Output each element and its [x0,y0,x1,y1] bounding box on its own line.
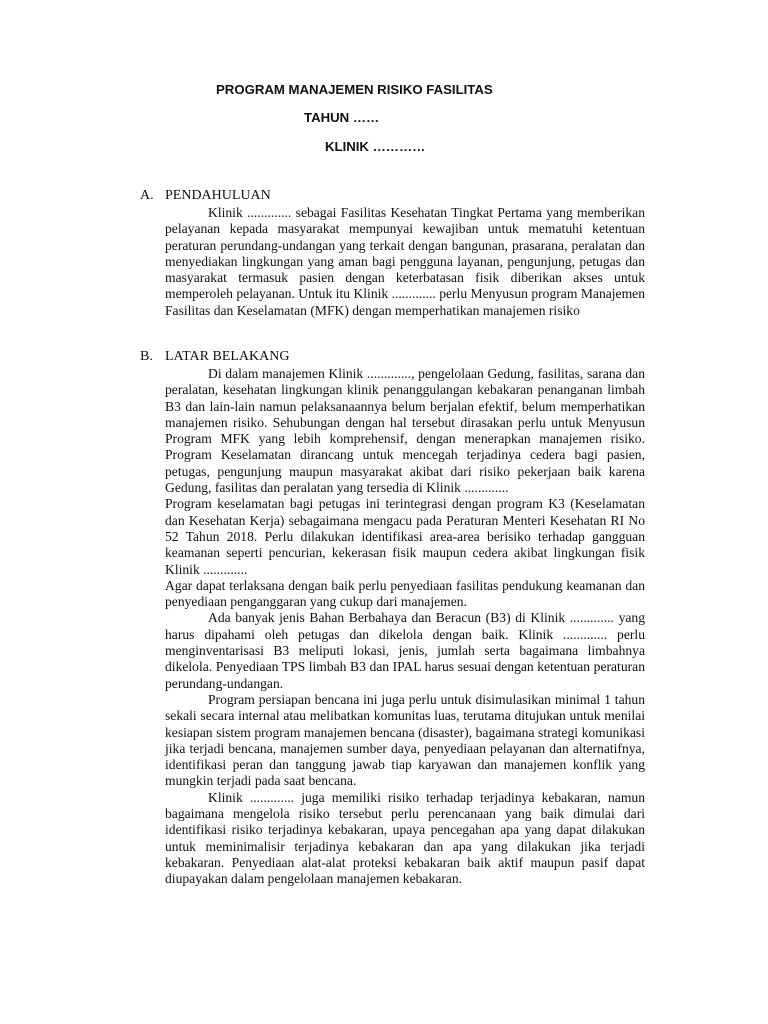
paragraph: Klinik ............. juga memiliki risiko terhadap terjadinya kebakaran, namun bagaimana mengelola risiko tersebut perlu perencanaan yang baik dimulai dari identifikasi risiko terjadinya kebakaran, upaya pencegahan apa yang dapat dilakukan untuk meminimalisir terjadinya kebakaran dan apa yang dilakukan jika terjadi kebakaran. Penyediaan alat-alat proteksi kebakaran baik aktif maupun pasif dapat diupayakan dalam pengelolaan manajemen kebakaran. [165,789,645,887]
section-body-latar-belakang [165,366,645,888]
paragraph: Program persiapan bencana ini juga perlu untuk disimulasikan minimal 1 tahun sekali secara internal atau melibatkan komunitas luas, terutama ditujukan untuk menilai kesiapan sistem program manajemen bencana (disaster), bagaimana strategi komunikasi jika terjadi bencana, manajemen sumber daya, penyediaan pelayanan dan alternatifnya, identifikasi peran dan tanggung jawab tiap karyawan dan manajemen konflik yang mungkin terjadi pada saat bencana. [165,691,645,789]
paragraph: Agar dapat terlaksana dengan baik perlu penyediaan fasilitas pendukung keamanan dan penyediaan penganggaran yang cukup dari manajemen. [165,577,645,610]
section-title: PENDAHULUAN [165,188,271,203]
section-heading-pendahuluan [140,188,271,204]
document-clinic: KLINIK ………… [325,139,426,154]
paragraph: Ada banyak jenis Bahan Berbahaya dan Beracun (B3) di Klinik ............. yang harus dipahami oleh petugas dan dikelola dengan baik. Klinik ............. perlu menginventarisasi B3 meliputi lokasi, jenis, jumlah serta bagaimana limbahnya dikelola. Penyediaan TPS limbah B3 dan IPAL harus sesuai dengan ketentuan peraturan perundang-undangan. [165,610,645,691]
document-title: PROGRAM MANAJEMEN RISIKO FASILITAS [216,82,493,97]
section-title: LATAR BELAKANG [165,349,290,364]
paragraph: Klinik ............. sebagai Fasilitas Kesehatan Tingkat Pertama yang memberikan pelayanan kepada masyarakat mempunyai kewajiban untuk mematuhi ketentuan peraturan perundang-undangan yang terkait dengan bangunan, prasarana, peralatan dan menyediakan lingkungan yang aman bagi pengguna layanan, pengunjung, petugas dan masyarakat termasuk pasien dengan keterbatasan fisik diberikan akses untuk memperoleh pelayanan. Untuk itu Klinik ............. perlu Menyusun program Manajemen Fasilitas dan Keselamatan (MFK) dengan memperhatikan manajemen risiko [165,205,645,318]
document-year: TAHUN …… [304,110,380,125]
section-heading-latar-belakang [140,349,289,365]
paragraph: Program keselamatan bagi petugas ini terintegrasi dengan program K3 (Keselamatan dan Kesehatan Kerja) sebagaimana mengacu pada Peraturan Menteri Kesehatan RI No 52 Tahun 2018. Perlu dilakukan identifikasi area-area berisiko terhadap gangguan keamanan seperti pencurian, kekerasan fisik maupun cedera akibat lingkungan fisik Klinik ............. [165,496,645,577]
section-letter: A. [140,188,154,203]
section-body-pendahuluan [165,205,645,319]
section-letter: B. [140,349,153,364]
paragraph: Di dalam manajemen Klinik ............., pengelolaan Gedung, fasilitas, sarana dan peralatan, kesehatan lingkungan klinik penanggulangan kebakaran penanganan limbah B3 dan lain-lain namun pelaksanaannya belum berjalan efektif, belum memperhatikan manajemen risiko. Sehubungan dengan hal tersebut dirasakan perlu untuk Menyusun Program MFK yang lebih komprehensif, dengan menerapkan manajemen risiko. Program Keselamatan dirancang untuk mencegah terjadinya cedera bagi pasien, petugas, pengunjung maupun masyarakat akibat dari risiko pekerjaan baik karena Gedung, fasilitas dan peralatan yang tersedia di Klinik ............. [165,366,645,496]
